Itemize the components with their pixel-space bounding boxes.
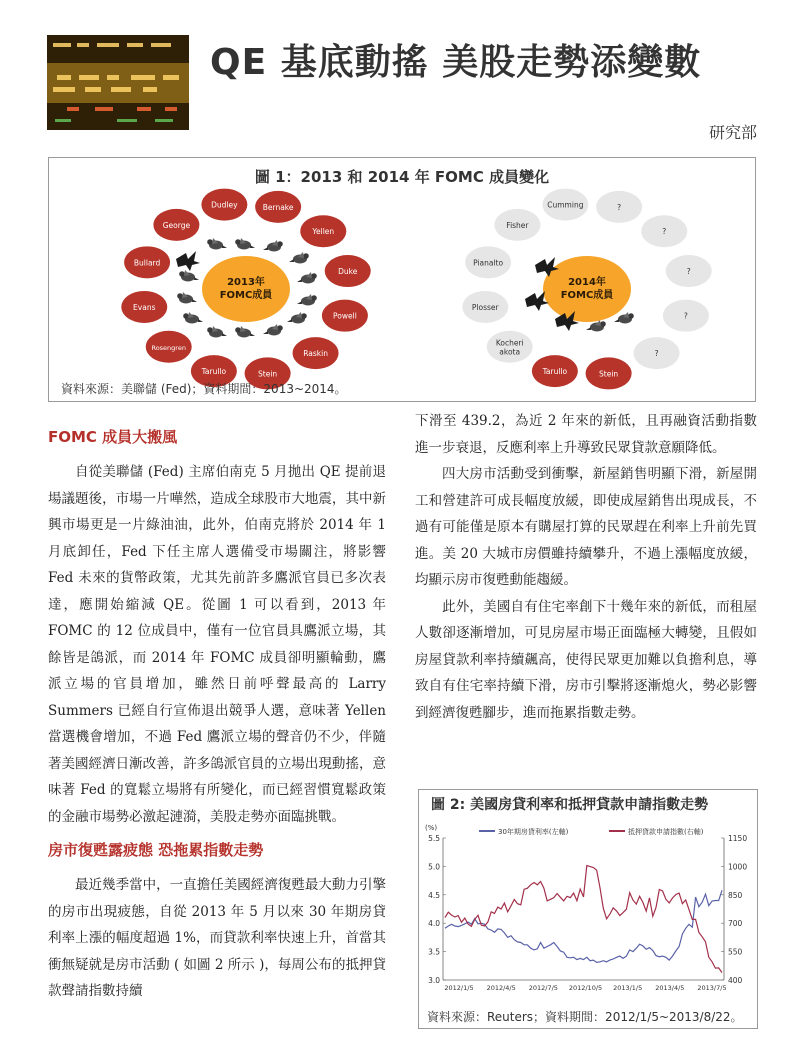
y-left-tick-label: 4.0 bbox=[428, 919, 440, 929]
fomc-2014-member-label: Pianalto bbox=[473, 258, 504, 268]
pigeon-icon bbox=[207, 238, 227, 250]
y-left-tick-label: 4.5 bbox=[428, 890, 440, 900]
fomc-2014-member-label: akota bbox=[499, 347, 521, 357]
y-left-tick-label: 5.5 bbox=[428, 834, 440, 843]
figure-2-title: 圖 2: 美國房貸利率和抵押貸款申請指數走勢 bbox=[431, 797, 709, 813]
pigeon-icon bbox=[235, 238, 255, 250]
fomc-2013-member-label: Rosengren bbox=[151, 343, 186, 352]
y-left-tick-label: 5.0 bbox=[428, 862, 440, 872]
legend-label: 30年期房貸利率(左軸) bbox=[498, 828, 569, 836]
pigeon-icon bbox=[235, 326, 255, 338]
pigeon-icon bbox=[289, 252, 309, 264]
fomc-2014-member-label: ? bbox=[617, 202, 622, 212]
header-photo bbox=[47, 35, 189, 130]
fomc-2013-member-label: Stein bbox=[258, 369, 278, 379]
figure-2-source: 資料來源：Reuters；資料期間：2012/1/5~2013/8/22。 bbox=[427, 1010, 743, 1024]
paragraph: 自從美聯儲 (Fed) 主席伯南克 5 月拋出 QE 提前退場議題後，市場一片嘩然，造成全球股市大地震，其中新興市場更是一片綠油油，此外，伯南克將於 2014 年 1 月底卸任，Fed 下任主席人選備受市場關注，將影響 Fed 未來的貨幣政策，尤其先前許多鷹派官員已多次表達，應開始縮減 QE。從圖 1 可以看到，2013 年 FOMC 的 12 位成員中，僅有一位官員具鷹派立場，其餘皆是鴿派，而 2014 年 FOMC 成員卻明顯輪動，鷹派立場的官員增加，雖然日前呼聲最高的 Larry Summers 已經自行宣佈退出競爭人選，意味著 Yellen 當選機會增加，不過 Fed 鷹派立場的聲音仍不少，伴隨著美國經濟日漸改善，許多鴿派官員的立場出現動搖，意味著 Fed 的寬鬆立場將有所變化，而已經習慣寬鬆政策的金融市場勢必激起漣漪，美股走勢亦面臨挑戰。 bbox=[48, 464, 386, 825]
pigeon-icon bbox=[297, 272, 317, 284]
pigeon-icon bbox=[263, 240, 283, 252]
x-tick-label: 2013/1/5 bbox=[613, 984, 643, 992]
fomc-2014-member-label: Stein bbox=[599, 369, 619, 379]
fomc-2013-member-label: George bbox=[162, 220, 191, 230]
right-column bbox=[415, 408, 757, 726]
fomc-2014-member-label: Plosser bbox=[471, 302, 499, 312]
mortgage-chart bbox=[419, 790, 759, 1030]
figure-1-source: 資料來源：美聯儲 (Fed)；資料期間：2013~2014。 bbox=[61, 382, 347, 396]
figure-2 bbox=[418, 789, 758, 1029]
x-tick-label: 2012/1/5 bbox=[444, 984, 474, 992]
figure-1 bbox=[48, 157, 756, 402]
x-tick-label: 2012/7/5 bbox=[528, 984, 558, 992]
fomc-2013-member-label: Bernake bbox=[262, 202, 294, 212]
y-right-tick-label: 850 bbox=[728, 890, 743, 900]
pigeon-icon bbox=[183, 312, 203, 324]
paragraph: 下滑至 439.2，為近 2 年來的新低，且再融資活動指數進一步衰退，反應利率上升導致民眾貸款意願降低。 bbox=[415, 413, 757, 456]
fomc-2013-center bbox=[202, 256, 290, 322]
fomc-2013-member-label: Bullard bbox=[133, 258, 161, 268]
fomc-2014-center bbox=[543, 256, 631, 322]
series-line-mortgage-rate bbox=[445, 890, 722, 962]
fomc-2014-member-label: ? bbox=[662, 227, 667, 237]
fomc-2013-member-label: Tarullo bbox=[201, 367, 227, 377]
paragraph: 四大房市活動受到衝擊，新屋銷售明顯下滑，新屋開工和營建許可成長幅度放緩，即使成屋銷售出現成長，不過有可能僅是原本有購屋打算的民眾趕在利率上升前先買進。美 20 大城市房價雖持續攀升，不過上漲幅度放緩，均顯示房市復甦動能趨緩。 bbox=[415, 466, 757, 588]
fomc-2014-center-label: 2014年 bbox=[568, 277, 606, 288]
fomc-2014-member-label: Kocheri bbox=[495, 338, 524, 348]
fomc-2014-member-label: ? bbox=[683, 311, 688, 321]
fomc-2013-member-label: Dudley bbox=[211, 200, 238, 210]
y-left-unit: (%) bbox=[425, 824, 438, 832]
fomc-2014-center-label: FOMC成員 bbox=[560, 290, 614, 301]
section-heading: 房市復甦露疲態 恐拖累指數走勢 bbox=[48, 841, 264, 859]
x-tick-label: 2013/4/5 bbox=[655, 984, 685, 992]
fomc-2014-member-label: ? bbox=[686, 267, 691, 277]
department-label: 研究部 bbox=[708, 123, 757, 142]
section-heading: FOMC 成員大搬風 bbox=[48, 428, 178, 446]
paragraph: 此外，美國自有住宅率創下十幾年來的新低，而租屋人數卻逐漸增加，可見房屋市場正面臨極大轉變，且假如房屋貸款利率持續飆高，使得民眾更加難以負擔利息，導致自有住宅率持續下滑，房市引擊將逐漸熄火，勢必影響到經濟復甦腳步，進而拖累指數走勢。 bbox=[415, 598, 757, 721]
fomc-2013-center-label: 2013年 bbox=[227, 277, 265, 288]
x-tick-label: 2013/7/5 bbox=[697, 984, 727, 992]
pigeon-icon bbox=[614, 312, 634, 324]
fomc-2014-member-label: Fisher bbox=[506, 220, 529, 230]
series-line-application-index bbox=[445, 866, 722, 973]
fomc-diagram bbox=[49, 158, 757, 403]
left-column bbox=[48, 425, 386, 1005]
figure-1-title: 圖 1：2013 和 2014 年 FOMC 成員變化 bbox=[254, 168, 550, 186]
article-title: QE 基底動搖 美股走勢添變數 bbox=[210, 42, 702, 83]
pigeon-icon bbox=[179, 270, 199, 282]
pigeon-icon bbox=[207, 326, 227, 338]
paragraph: 最近幾季當中，一直擔任美國經濟復甦最大動力引擎的房市出現疲態，自從 2013 年 5 月以來 30 年期房貸利率上漲的幅度超過 1%，而貸款利率快速上升，首當其衝無疑就是房市活動 ( 如圖 2 所示 )，每周公布的抵押貸款聲請指數持續 bbox=[48, 877, 386, 999]
pigeon-icon bbox=[177, 292, 197, 304]
fomc-2014-member-label: Tarullo bbox=[542, 367, 568, 377]
fomc-2013-center-label: FOMC成員 bbox=[219, 290, 273, 301]
legend-label: 抵押貸款申請指數(右軸) bbox=[628, 828, 704, 836]
fomc-2013-member-label: Yellen bbox=[312, 227, 335, 237]
y-right-tick-label: 1150 bbox=[728, 834, 748, 843]
y-right-tick-label: 400 bbox=[728, 976, 743, 985]
fomc-2013-member-label: Raskin bbox=[303, 349, 328, 359]
fomc-2014-member-label: Cumming bbox=[547, 200, 584, 210]
fomc-2014-member-label: ? bbox=[654, 349, 659, 359]
x-tick-label: 2012/10/5 bbox=[568, 984, 603, 992]
pigeon-icon bbox=[297, 294, 317, 306]
fomc-2013-member-label: Powell bbox=[333, 311, 357, 321]
y-left-tick-label: 3.5 bbox=[428, 947, 440, 957]
pigeon-icon bbox=[287, 312, 307, 324]
y-right-tick-label: 1000 bbox=[728, 862, 748, 872]
fomc-2013-member-label: Duke bbox=[338, 267, 358, 277]
y-right-tick-label: 550 bbox=[728, 947, 743, 957]
fomc-2013-member-label: Evans bbox=[133, 302, 156, 312]
x-tick-label: 2012/4/5 bbox=[486, 984, 516, 992]
pigeon-icon bbox=[263, 324, 283, 336]
y-right-tick-label: 700 bbox=[728, 919, 743, 929]
y-left-tick-label: 3.0 bbox=[428, 976, 440, 985]
eagle-icon bbox=[176, 251, 200, 271]
